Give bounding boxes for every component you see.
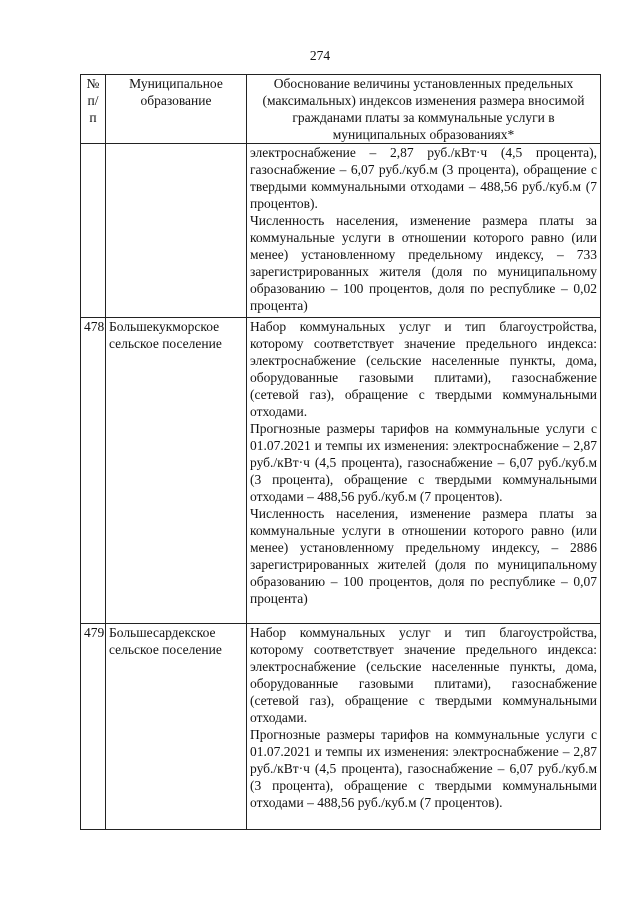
row-municipality: Большесардекское сельское поселение [106, 624, 247, 830]
row-justification [247, 318, 601, 624]
row-justification [247, 144, 601, 318]
row-num: 478 [81, 318, 106, 624]
row-num [81, 144, 106, 318]
header-justification: Обоснование величины установленных предельных (максимальных) индексов изменения размера вносимой гражданами платы за коммунальные услуги в муниципальных образованиях* [247, 75, 601, 144]
tariff-table [80, 74, 601, 830]
row-num: 479 [81, 624, 106, 830]
row-municipality [106, 144, 247, 318]
paragraph: Численность населения, изменение размера платы за коммунальные услуги в отношении которого равно (или менее) установленному предельному индексу, – 2886 зарегистрированных жителей (доля по муниципальному образованию – 100 процентов, доля по республике – 0,07 процента) [250, 506, 597, 606]
table-header-row [81, 75, 601, 144]
paragraph: электроснабжение – 2,87 руб./кВт·ч (4,5 процента), газоснабжение – 6,07 руб./куб.м (3 процента), обращение с твердыми коммунальными отходами – 488,56 руб./куб.м (7 процентов). [250, 145, 597, 211]
table-row [81, 144, 601, 318]
paragraph: Прогнозные размеры тарифов на коммунальные услуги с 01.07.2021 и темпы их изменения: электроснабжение – 2,87 руб./кВт·ч (4,5 процента), газоснабжение – 6,07 руб./куб.м (3 процента), обращение с твердыми коммунальными отходами – 488,56 руб./куб.м (7 процентов). [250, 421, 597, 504]
page-number: 274 [309, 48, 331, 63]
row-justification [247, 624, 601, 830]
header-municipality: Муниципальное образование [106, 75, 247, 144]
table-row [81, 624, 601, 830]
paragraph: Набор коммунальных услуг и тип благоустройства, которому соответствует значение предельного индекса: электроснабжение (сельские населенные пункты, дома, оборудованные газовыми плитами), газоснабжение (сетевой газ), обращение с твердыми коммунальными отходами. [250, 319, 597, 419]
table-row [81, 318, 601, 624]
paragraph: Численность населения, изменение размера платы за коммунальные услуги в отношении которого равно (или менее) установленному предельному индексу, – 733 зарегистрированных жителя (доля по муниципальному образованию – 100 процентов, доля по республике – 0,02 процента) [250, 213, 597, 313]
paragraph: Набор коммунальных услуг и тип благоустройства, которому соответствует значение предельного индекса: электроснабжение (сельские населенные пункты, дома, оборудованные газовыми плитами), газоснабжение (сетевой газ), обращение с твердыми коммунальными отходами. [250, 625, 597, 725]
row-municipality: Большекукморское сельское поселение [106, 318, 247, 624]
header-num: № п/п [81, 75, 106, 144]
paragraph: Прогнозные размеры тарифов на коммунальные услуги с 01.07.2021 и темпы их изменения: электроснабжение – 2,87 руб./кВт·ч (4,5 процента), газоснабжение – 6,07 руб./куб.м (3 процента), обращение с твердыми коммунальными отходами – 488,56 руб./куб.м (7 процентов). [250, 727, 597, 810]
